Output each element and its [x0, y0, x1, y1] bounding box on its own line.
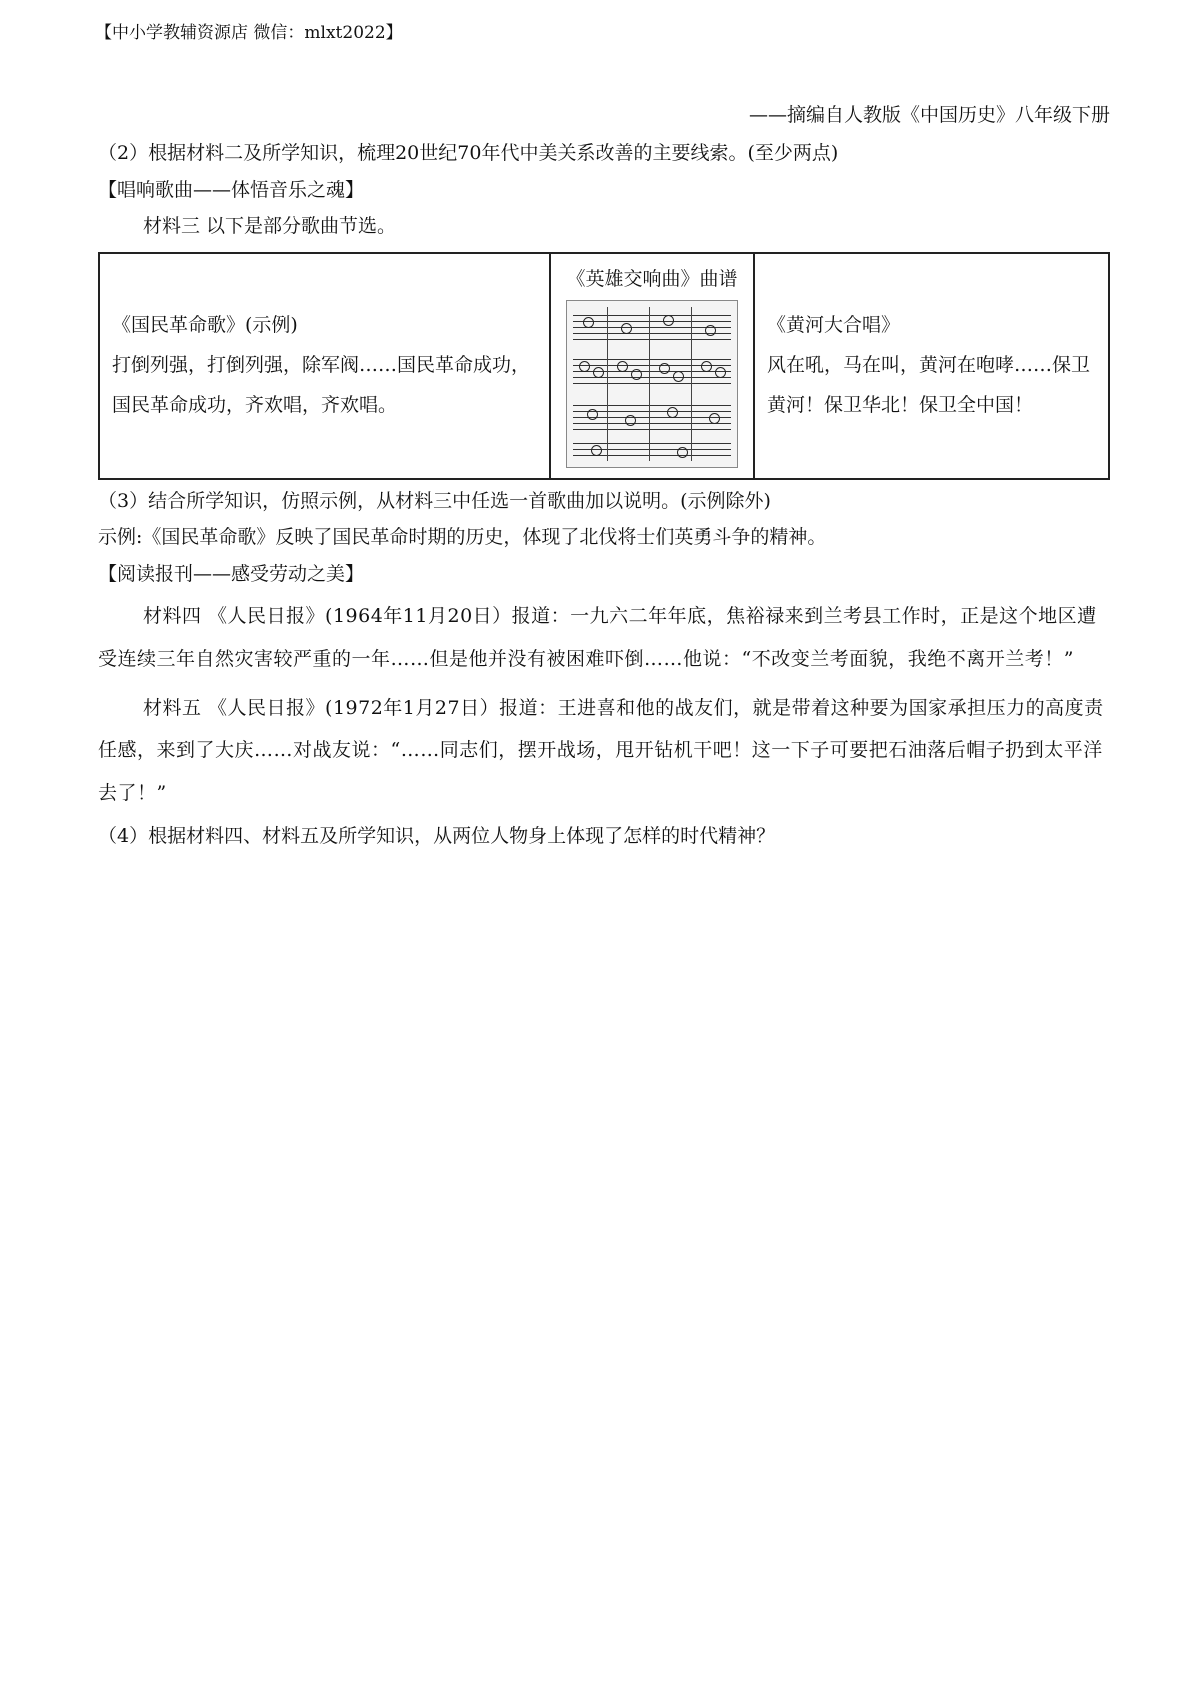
material-3-intro: 材料三 以下是部分歌曲节选。 — [143, 215, 397, 238]
question-3: （3）结合所学知识，仿照示例，从材料三中任选一首歌曲加以说明。(示例除外) — [98, 489, 771, 512]
song-cell-eroica — [550, 253, 754, 479]
source-citation: ——摘编自人教版《中国历史》八年级下册 — [748, 104, 1110, 126]
songs-table — [98, 252, 1110, 480]
document-body — [98, 100, 1110, 857]
song-cell-national-revolution — [99, 253, 550, 479]
song-title: 《英雄交响曲》曲谱 — [566, 267, 738, 290]
header-note: 【中小学教辅资源店 微信：mlxt2022】 — [95, 23, 403, 43]
section-heading-music: 【唱响歌曲——体悟音乐之魂】 — [98, 178, 365, 201]
song-title: 《国民革命歌》(示例) — [112, 313, 298, 336]
table-row — [99, 253, 1109, 479]
question-2: （2）根据材料二及所学知识，梳理20世纪70年代中美关系改善的主要线索。(至少两点) — [98, 142, 839, 165]
song-lyrics: 打倒列强，打倒列强，除军阀……国民革命成功，国民革命成功，齐欢唱，齐欢唱。 — [112, 353, 531, 416]
song-cell-yellow-river — [754, 253, 1109, 479]
music-score-image — [566, 300, 738, 468]
question-4: （4）根据材料四、材料五及所学知识，从两位人物身上体现了怎样的时代精神？ — [98, 824, 776, 847]
material-4: 材料四 《人民日报》(1964年11月20日）报道：一九六二年年底，焦裕禄来到兰考县工作时，正是这个地区遭受连续三年自然灾害较严重的一年……但是他并没有被困难吓倒……他说：“不改变兰考面貌，我绝不离开兰考！” — [98, 605, 1097, 670]
material-5: 材料五 《人民日报》(1972年1月27日）报道：王进喜和他的战友们，就是带着这种要为国家承担压力的高度责任感，来到了大庆……对战友说：“……同志们，摆开战场，甩开钻机干吧！这一下子可要把石油落后帽子扔到太平洋去了！” — [98, 696, 1104, 805]
song-title: 《黄河大合唱》 — [767, 313, 901, 336]
example-answer: 示例:《国民革命歌》反映了国民革命时期的历史，体现了北伐将士们英勇斗争的精神。 — [98, 526, 827, 549]
section-heading-newspaper: 【阅读报刊——感受劳动之美】 — [98, 562, 365, 585]
song-lyrics: 风在吼，马在叫，黄河在咆哮……保卫黄河！保卫华北！保卫全中国！ — [767, 353, 1091, 416]
